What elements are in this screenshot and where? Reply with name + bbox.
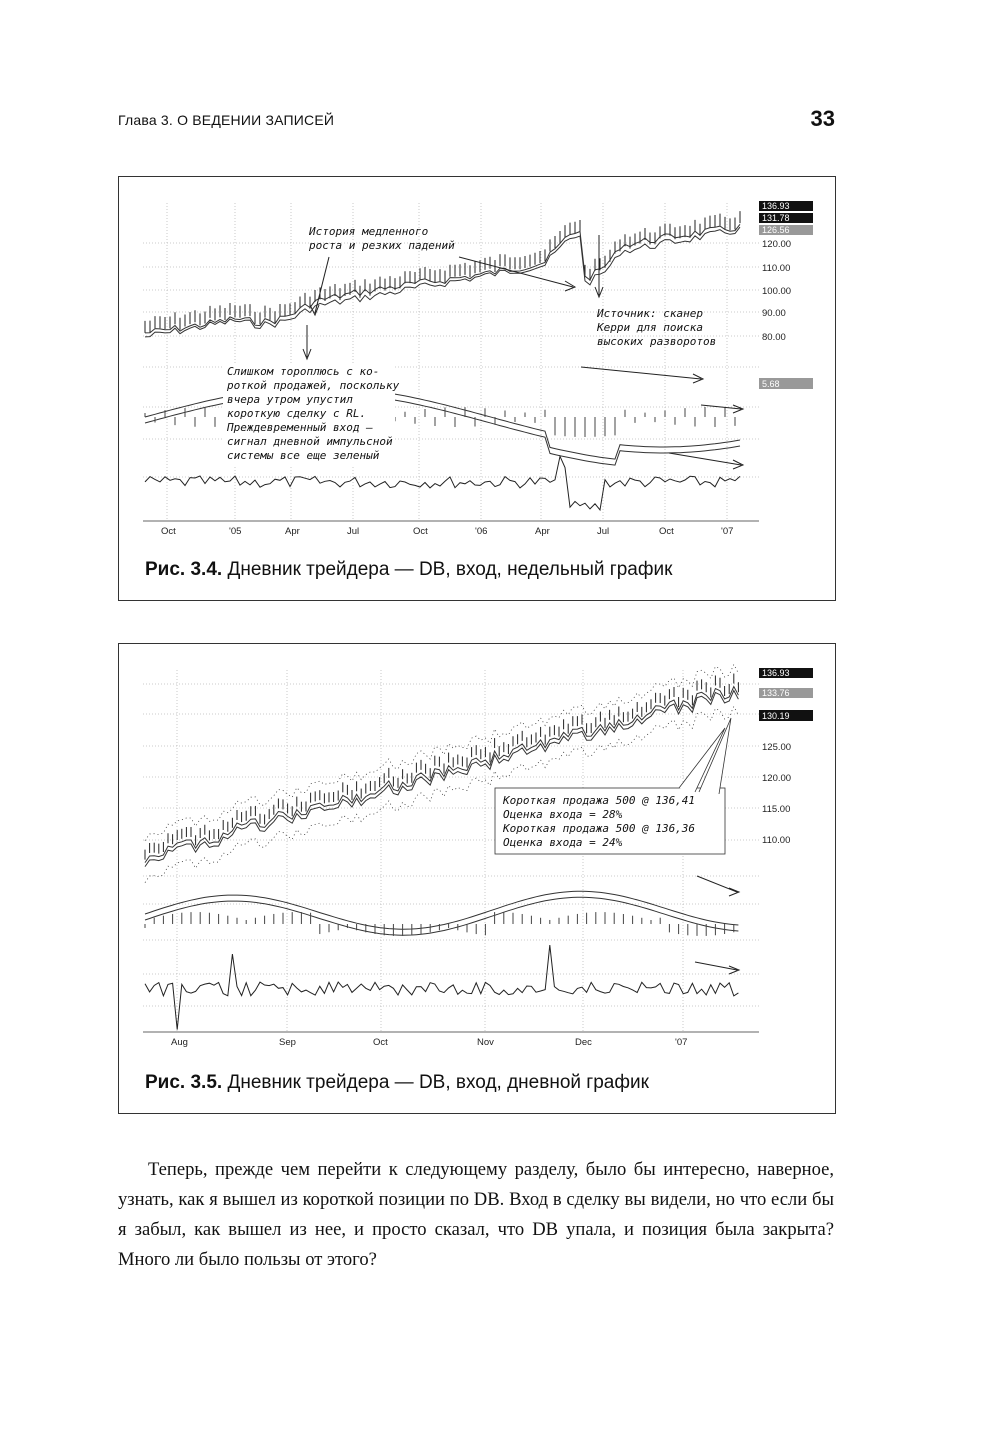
annotation-line: высоких разворотов	[597, 335, 717, 348]
price-axis	[762, 239, 791, 343]
price-tag: 130.19	[762, 711, 790, 721]
caption-text: Дневник трейдера — DB, вход, недельный график	[227, 559, 673, 580]
y-tick: 110.00	[762, 835, 791, 846]
x-tick: '07	[675, 1037, 688, 1048]
annotation-too-early	[223, 363, 400, 467]
figure-3-5	[118, 643, 836, 1114]
y-tick: 125.00	[762, 742, 792, 753]
y-tick: 115.00	[762, 804, 791, 815]
x-tick: Oct	[373, 1037, 388, 1048]
figure-caption	[145, 559, 672, 581]
macd-line	[145, 891, 738, 929]
annotation-line: Керри для поиска	[597, 321, 703, 334]
force-index-line	[145, 945, 738, 1030]
price-axis	[762, 742, 791, 846]
y-tick: 120.00	[762, 239, 792, 250]
x-tick: Oct	[659, 526, 674, 537]
x-tick: Apr	[535, 526, 550, 537]
annotation-line: Оценка входа = 24%	[503, 836, 623, 849]
price-tag: 133.76	[762, 688, 790, 698]
x-tick: Jul	[597, 526, 610, 537]
annotation-line: короткую сделку с RL.	[227, 407, 367, 420]
x-tick: '05	[229, 526, 242, 537]
body-text	[118, 1155, 834, 1275]
price-tag: 136.93	[762, 668, 790, 678]
x-tick: Nov	[477, 1037, 494, 1048]
y-tick: 80.00	[762, 332, 786, 343]
x-tick: Jul	[347, 526, 360, 537]
y-tick: 120.00	[762, 773, 792, 784]
annotation-slow-growth	[308, 225, 455, 252]
annotation-short-sale	[495, 718, 731, 854]
annotation-line: роста и резких падений	[309, 239, 455, 252]
caption-text: Дневник трейдера — DB, вход, дневной график	[227, 1072, 649, 1093]
paragraph: Теперь, прежде чем перейти к следующему разделу, было бы интересно, наверное, узнать, как я вышел из короткой позиции по DB. Вход в сделку вы видели, но что если бы я забыл, как вышел из нее, и просто сказал, что DB упала, и позиция была закрыта? Много ли было пользы от этого?	[118, 1159, 834, 1270]
price-tags	[759, 668, 813, 721]
x-tick: Oct	[161, 526, 176, 537]
annotation-line: системы все еще зеленый	[227, 449, 380, 462]
price-tag: 131.78	[762, 213, 790, 223]
annotation-line: Оценка входа = 28%	[503, 808, 623, 821]
price-tag: 136.93	[762, 201, 790, 211]
annotation-line: Источник: сканер	[597, 307, 703, 320]
daily-chart	[119, 644, 835, 1059]
annotation-line: Короткая продажа 500 @ 136,41	[503, 794, 696, 807]
weekly-chart	[119, 177, 835, 547]
price-tag: 126.56	[762, 225, 790, 235]
time-axis	[161, 526, 733, 537]
page-number: 33	[810, 106, 835, 131]
x-tick: Aug	[171, 1037, 188, 1048]
annotation-line: сигнал дневной импульсной	[227, 435, 393, 448]
macd-tag: 5.68	[762, 379, 780, 389]
figure-3-4	[118, 176, 836, 601]
y-tick: 110.00	[762, 263, 791, 274]
time-axis	[171, 1037, 687, 1048]
y-tick: 100.00	[762, 286, 792, 297]
x-tick: Apr	[285, 526, 300, 537]
annotation-line: История медленного	[309, 225, 429, 238]
x-tick: Dec	[575, 1037, 592, 1048]
annotation-line: Преждевременный вход —	[227, 421, 373, 434]
y-tick: 90.00	[762, 308, 786, 319]
x-tick: '06	[475, 526, 488, 537]
x-tick: Sep	[279, 1037, 296, 1048]
annotation-source	[596, 307, 716, 348]
x-tick: Oct	[413, 526, 428, 537]
annotation-line: роткой продажей, поскольку	[227, 379, 400, 392]
figure-caption	[145, 1072, 649, 1094]
annotation-line: Короткая продажа 500 @ 136,36	[503, 822, 696, 835]
x-tick: '07	[721, 526, 734, 537]
caption-label: Рис. 3.4.	[145, 559, 223, 580]
annotation-line: Слишком тороплюсь с ко-	[227, 365, 380, 378]
caption-label: Рис. 3.5.	[145, 1072, 223, 1093]
annotation-line: вчера утром упустил	[227, 393, 353, 406]
running-head: Глава 3. О ВЕДЕНИИ ЗАПИСЕЙ	[118, 112, 335, 128]
